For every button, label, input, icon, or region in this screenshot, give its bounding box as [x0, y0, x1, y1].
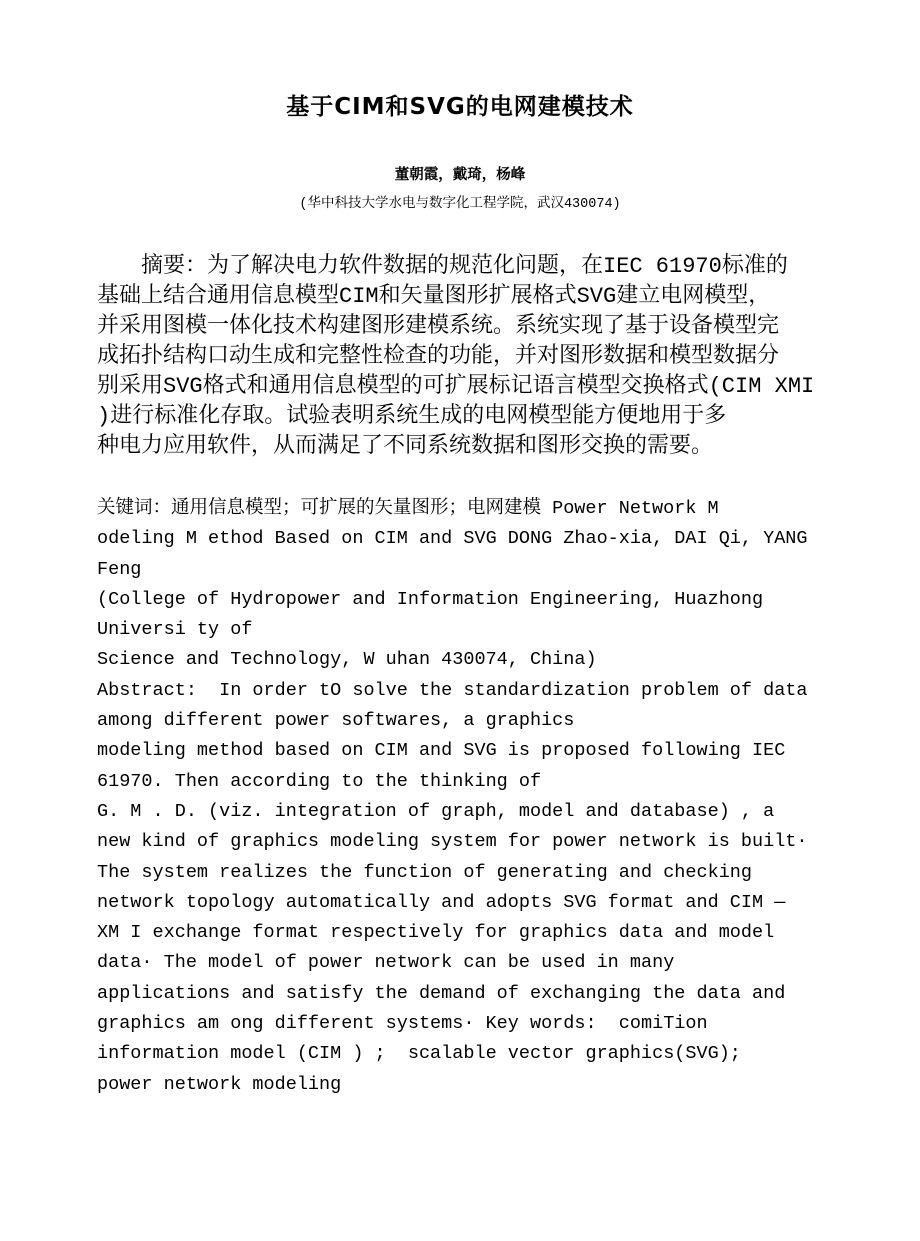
text-line: 成拓扑结构口动生成和完整性检查的功能，并对图形数据和模型数据分	[97, 344, 780, 369]
text-line: (College of Hydropower and Information Engineering, Huazhong	[97, 588, 764, 610]
text-line: Universi ty of	[97, 619, 253, 641]
text-line: 并采用图模一体化技术构建图形建模系统。系统实现了基于设备模型完	[97, 314, 780, 339]
keywords-and-english-abstract-paragraph	[97, 494, 823, 1100]
paper-title: 基于CIM和SVG的电网建模技术	[286, 94, 634, 120]
text-line: 摘要：为了解决电力软件数据的规范化问题，在IEC 61970标准的	[141, 254, 788, 279]
text-line: 基础上结合通用信息模型CIM和矢量图形扩展格式SVG建立电网模型，	[97, 284, 771, 309]
text-line: G. M . D. (viz. integration of graph, model and database) , a	[97, 800, 775, 822]
text-line: 别采用SVG格式和通用信息模型的可扩展标记语言模型交换格式(CIM XMI	[97, 374, 815, 399]
text-line: among different power softwares, a graphics	[97, 710, 575, 732]
text-line: Science and Technology, W uhan 430074, China)	[97, 649, 597, 671]
text-line: applications and satisfy the demand of exchanging the data and	[97, 982, 786, 1004]
paper-affiliation: (华中科技大学水电与数字化工程学院，武汉430074)	[299, 197, 621, 212]
text-line: Feng	[97, 558, 142, 580]
text-line: information model (CIM ) ; scalable vector graphics(SVG);	[97, 1043, 741, 1065]
abstract-chinese-paragraph	[97, 252, 823, 462]
text-line: Abstract: In order tO solve the standardization problem of data	[97, 679, 808, 701]
text-line: 61970. Then according to the thinking of	[97, 770, 542, 792]
text-line: graphics am ong different systems· Key words: comiTion	[97, 1013, 708, 1035]
text-line: modeling method based on CIM and SVG is proposed following IEC	[97, 740, 786, 762]
paper-authors: 董朝霞，戴琦，杨峰	[394, 168, 526, 184]
text-line: The system realizes the function of generating and checking	[97, 861, 753, 883]
text-line: new kind of graphics modeling system for power network is built·	[97, 831, 808, 853]
text-line: 关键词：通用信息模型；可扩展的矢量图形；电网建模 Power Network M	[97, 498, 719, 519]
text-line: network topology automatically and adopts SVG format and CIM —	[97, 891, 786, 913]
text-line: 种电力应用软件，从而满足了不同系统数据和图形交换的需要。	[97, 434, 714, 459]
text-line: odeling M ethod Based on CIM and SVG DONG Zhao-xia, DAI Qi, YANG	[97, 528, 808, 550]
text-line: data· The model of power network can be used in many	[97, 952, 675, 974]
text-line: )进行标准化存取。试验表明系统生成的电网模型能方便地用于多	[97, 404, 727, 429]
text-line: XM I exchange format respectively for graphics data and model	[97, 922, 775, 944]
text-line: power network modeling	[97, 1073, 342, 1095]
